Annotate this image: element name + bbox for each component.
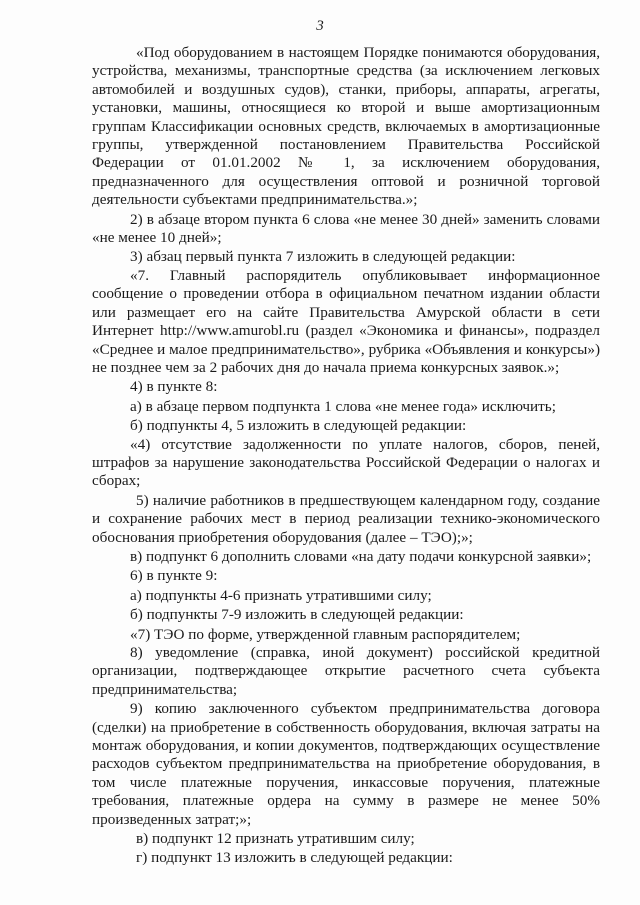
page-number: 3 bbox=[316, 18, 324, 34]
paragraph-subpoint-9: 9) копию заключенного субъектом предпринимательства договора (сделки) на приобретение в собственность оборудования, включая затраты на монтаж оборудования, и копии документов, подтверждающих осуществление расходов субъектом предпринимательства на приобретение оборудования, в том числе платежные поручения, инкассовые поручения, платежные требования, платежные ордера на сумму в размере не менее 50% произведенных затрат;»; bbox=[92, 700, 600, 828]
paragraph-item-6a: а) подпункты 4-6 признать утратившими силу; bbox=[130, 586, 432, 604]
paragraph-item-4b: б) подпункты 4, 5 изложить в следующей редакции: bbox=[130, 417, 467, 435]
paragraph-item-6b: б) подпункты 7-9 изложить в следующей редакции: bbox=[130, 606, 464, 624]
document-body bbox=[92, 44, 600, 868]
paragraph-subpoint-8: 8) уведомление (справка, иной документ) российской кредитной организации, подтверждающее открытие расчетного счета субъекта предпринимательства; bbox=[92, 644, 600, 698]
paragraph-item-3: 3) абзац первый пункта 7 изложить в следующей редакции: bbox=[130, 248, 516, 266]
paragraph-point-7: «7. Главный распорядитель опубликовывает информационное сообщение о проведении отбора в официальном печатном издании области или размещает его на сайте Правительства Амурской области в сети Интернет http://www.amurobl.ru (раздел «Экономика и финансы», подраздел «Среднее и малое предпринимательство», рубрика «Объявления и конкурсы») не позднее чем за 2 рабочих дня до начала приема конкурсных заявок.»; bbox=[92, 266, 600, 376]
paragraph-item-4v: в) подпункт 6 дополнить словами «на дату подачи конкурсной заявки»; bbox=[130, 547, 592, 565]
paragraph-item-6v: в) подпункт 12 признать утратившим силу; bbox=[136, 830, 415, 848]
paragraph-item-6g: г) подпункт 13 изложить в следующей редакции: bbox=[136, 849, 453, 867]
paragraph-subpoint-5: 5) наличие работников в предшествующем календарном году, создание и сохранение рабочих мест в период реализации технико-экономического обоснования приобретения оборудования (далее – ТЭО);»; bbox=[92, 491, 600, 546]
paragraph-subpoint-7: «7) ТЭО по форме, утвержденной главным распорядителем; bbox=[130, 625, 521, 643]
paragraph-item-6: 6) в пункте 9: bbox=[130, 567, 218, 585]
paragraph-item-4: 4) в пункте 8: bbox=[130, 378, 218, 396]
paragraph-item-2: 2) в абзаце втором пункта 6 слова «не менее 30 дней» заменить словами «не менее 10 дней»; bbox=[92, 210, 600, 247]
paragraph-equipment-definition: «Под оборудованием в настоящем Порядке понимаются оборудования, устройства, механизмы, транспортные средства (за исключением легковых автомобилей и воздушных судов), станки, приборы, аппараты, агрегаты, установки, машины, относящиеся ко второй и выше амортизационным группам Классификации основных средств, включаемых в амортизационные группы, утвержденной постановлением Правительства Российской Федерации от 01.01.2002 № 1, за исключением оборудования, предназначенного для осуществления оптовой и розничной торговой деятельности субъектами предпринимательства.»; bbox=[92, 44, 600, 209]
paragraph-subpoint-4: «4) отсутствие задолженности по уплате налогов, сборов, пеней, штрафов за нарушение законодательства Российской Федерации о налогах и сборах; bbox=[92, 435, 600, 490]
paragraph-item-4a: а) в абзаце первом подпункта 1 слова «не менее года» исключить; bbox=[130, 397, 556, 415]
